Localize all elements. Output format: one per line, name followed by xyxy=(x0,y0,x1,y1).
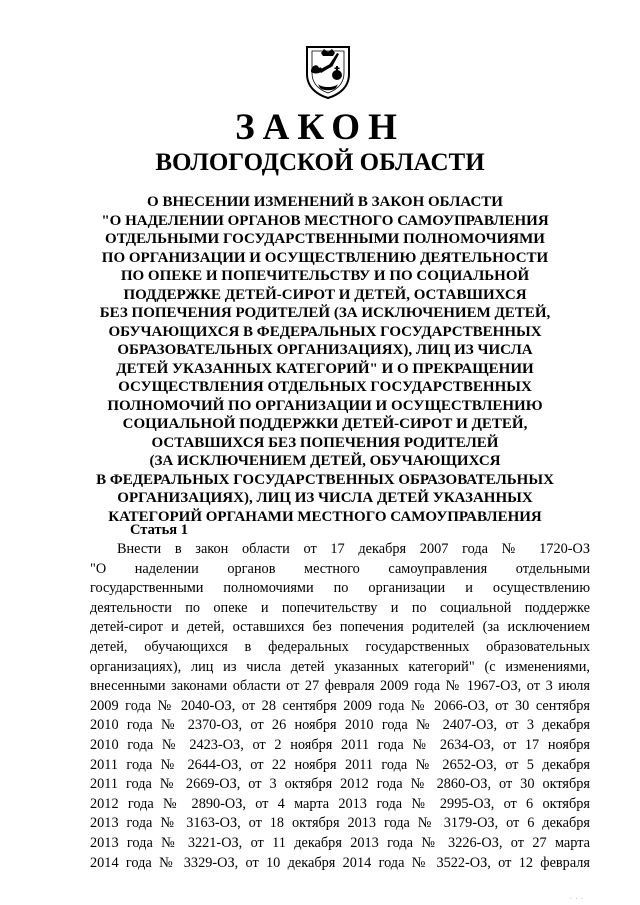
article-line: детей-сирот и детей, оставшихся без попечения родителей (за исключением xyxy=(90,619,590,636)
law-title-line: О ВНЕСЕНИИ ИЗМЕНЕНИЙ В ЗАКОН ОБЛАСТИ xyxy=(147,194,503,210)
law-title-line: ОБУЧАЮЩИХСЯ В ФЕДЕРАЛЬНЫХ ГОСУДАРСТВЕННЫХ xyxy=(108,323,542,340)
law-title xyxy=(90,193,560,526)
article-line: 2009 года № 2040-ОЗ, от 28 сентября 2009 года № 2066-ОЗ, от 30 сентября xyxy=(90,697,590,714)
page-mark: · · · xyxy=(570,896,584,902)
law-title-line: КАТЕГОРИЙ ОРГАНАМИ МЕСТНОГО САМОУПРАВЛЕНИЯ xyxy=(108,508,542,525)
article-line: деятельности по опеке и попечительству и по социальной поддержке xyxy=(90,599,590,616)
article-line: детей, обучающихся в федеральных государственных образовательных xyxy=(90,638,590,655)
law-title-line: ОТДЕЛЬНЫМИ ГОСУДАРСТВЕННЫМИ ПОЛНОМОЧИЯМИ xyxy=(105,231,545,247)
law-title-line: ОСТАВШИХСЯ БЕЗ ПОПЕЧЕНИЯ РОДИТЕЛЕЙ xyxy=(151,434,499,451)
article-line: 2012 года № 2890-ОЗ, от 4 марта 2013 года № 2995-ОЗ, от 6 октября xyxy=(90,795,590,812)
article-body xyxy=(90,540,590,873)
coat-of-arms-graphic xyxy=(304,44,352,100)
region-heading: ВОЛОГОДСКОЙ ОБЛАСТИ xyxy=(155,149,485,176)
vologda-coat-of-arms-icon xyxy=(304,44,352,100)
law-title-line: ОРГАНИЗАЦИЯХ), ЛИЦ ИЗ ЧИСЛА ДЕТЕЙ УКАЗАННЫХ xyxy=(117,490,533,506)
article-line: 2013 года № 3163-ОЗ, от 18 октября 2013 года № 3179-ОЗ, от 6 декабря xyxy=(90,815,590,832)
article-line: 2011 года № 2669-ОЗ, от 3 октября 2012 года № 2860-ОЗ, от 30 октября xyxy=(90,776,590,793)
law-title-line: (ЗА ИСКЛЮЧЕНИЕМ ДЕТЕЙ, ОБУЧАЮЩИХСЯ xyxy=(149,453,501,469)
law-title-line: ДЕТЕЙ УКАЗАННЫХ КАТЕГОРИЙ" И О ПРЕКРАЩЕНИИ xyxy=(116,360,534,377)
law-title-line: ОСУЩЕСТВЛЕНИЯ ОТДЕЛЬНЫХ ГОСУДАРСТВЕННЫХ xyxy=(118,379,532,395)
law-title-line: "О НАДЕЛЕНИИ ОРГАНОВ МЕСТНОГО САМОУПРАВЛЕНИЯ xyxy=(101,212,549,229)
law-title-line: ПОЛНОМОЧИЙ ПО ОРГАНИЗАЦИИ И ОСУЩЕСТВЛЕНИЮ xyxy=(107,397,543,414)
law-title-line: СОЦИАЛЬНОЙ ПОДДЕРЖКИ ДЕТЕЙ-СИРОТ И ДЕТЕЙ, xyxy=(122,416,528,432)
article-line: внесенными законами области от 27 февраля 2009 года № 1967-ОЗ, от 3 июля xyxy=(90,678,590,695)
article-line: 2010 года № 2370-ОЗ, от 26 ноября 2010 года № 2407-ОЗ, от 3 декабря xyxy=(90,717,590,734)
article-line: 2013 года № 3221-ОЗ, от 11 декабря 2013 года № 3226-ОЗ, от 27 марта xyxy=(90,834,590,851)
article-line: 2014 года № 3329-ОЗ, от 10 декабря 2014 года № 3522-ОЗ, от 12 февраля xyxy=(90,854,590,871)
law-title-line: В ФЕДЕРАЛЬНЫХ ГОСУДАРСТВЕННЫХ ОБРАЗОВАТЕЛЬНЫХ xyxy=(96,471,554,488)
law-title-line: ПОДДЕРЖКЕ ДЕТЕЙ-СИРОТ И ДЕТЕЙ, ОСТАВШИХСЯ xyxy=(123,286,527,303)
article-line: организациях), лиц из числа детей указанных категорий" (с изменениями, xyxy=(90,658,590,675)
article-line: Внести в закон области от 17 декабря 2007 года № 1720-ОЗ xyxy=(117,541,590,557)
law-title-line: ПО ОПЕКЕ И ПОПЕЧИТЕЛЬСТВУ И ПО СОЦИАЛЬНОЙ xyxy=(120,268,530,284)
law-title-line: БЕЗ ПОПЕЧЕНИЯ РОДИТЕЛЕЙ (ЗА ИСКЛЮЧЕНИЕМ ДЕТЕЙ, xyxy=(99,305,551,321)
document-type-heading: ЗАКОН xyxy=(235,107,405,148)
article-line: государственными полномочиями по организации и осуществлению xyxy=(90,580,590,597)
article-heading: Статья 1 xyxy=(130,522,188,538)
article-line: 2011 года № 2644-ОЗ, от 22 ноября 2011 года № 2652-ОЗ, от 5 декабря xyxy=(90,756,590,773)
law-title-line: ПО ОРГАНИЗАЦИИ И ОСУЩЕСТВЛЕНИЮ ДЕЯТЕЛЬНОСТИ xyxy=(101,249,549,266)
article-line: "О наделении органов местного самоуправления отдельными xyxy=(90,560,590,577)
law-title-line: ОБРАЗОВАТЕЛЬНЫХ ОРГАНИЗАЦИЯХ), ЛИЦ ИЗ ЧИСЛА xyxy=(117,342,533,358)
article-line: 2010 года № 2423-ОЗ, от 2 ноября 2011 года № 2634-ОЗ, от 17 ноября xyxy=(90,736,590,753)
